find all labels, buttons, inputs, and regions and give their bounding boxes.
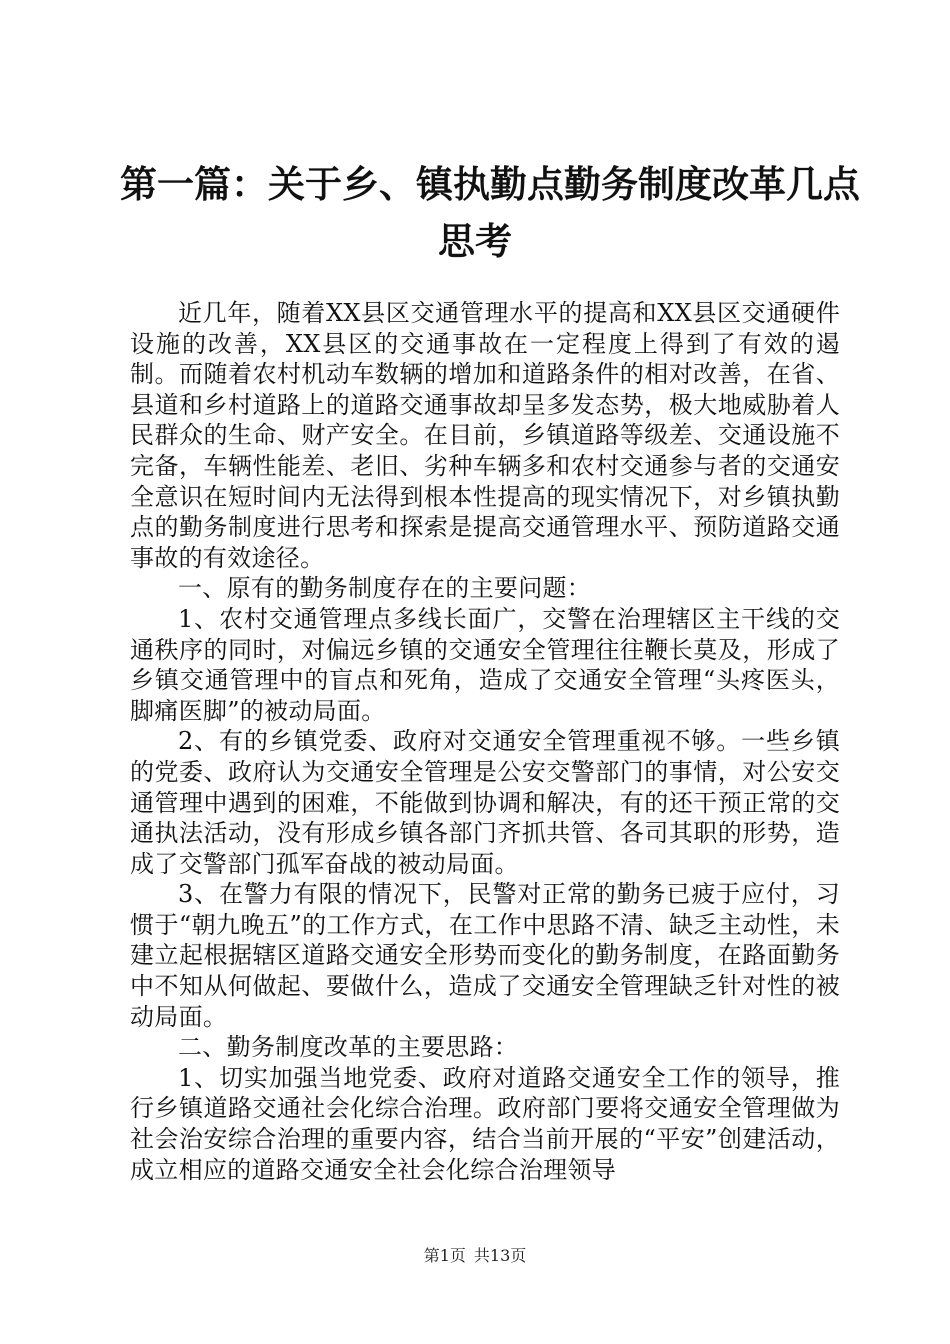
document-body: [130, 298, 840, 1185]
paragraph-problem-2: 2、有的乡镇党委、政府对交通安全管理重视不够。一些乡镇的党委、政府认为交通安全管理是公安交警部门的事情，对公安交通管理中遇到的困难，不能做到协调和解决，有的还干预正常的交通执法活动，没有形成乡镇各部门齐抓共管、各司其职的形势，造成了交警部门孤军奋战的被动局面。: [130, 727, 840, 878]
paragraph-intro: 近几年，随着XX县区交通管理水平的提高和XX县区交通硬件设施的改善，XX县区的交通事故在一定程度上得到了有效的遏制。而随着农村机动车数辆的增加和道路条件的相对改善，在省、县道和乡村道路上的道路交通事故却呈多发态势，极大地威胁着人民群众的生命、财产安全。在目前，乡镇道路等级差、交通设施不完备，车辆性能差、老旧、劣种车辆多和农村交通参与者的交通安全意识在短时间内无法得到根本性提高的现实情况下，对乡镇执勤点的勤务制度进行思考和探索是提高交通管理水平、预防道路交通事故的有效途径。: [130, 299, 840, 572]
paragraph-problem-1: 1、农村交通管理点多线长面广，交警在治理辖区主干线的交通秩序的同时，对偏远乡镇的交通安全管理往往鞭长莫及，形成了乡镇交通管理中的盲点和死角，造成了交通安全管理“头疼医头，脚痛医脚”的被动局面。: [130, 604, 840, 725]
paragraph-idea-1: 1、切实加强当地党委、政府对道路交通安全工作的领导，推行乡镇道路交通社会化综合治理。政府部门要将交通安全管理做为社会治安综合治理的重要内容，结合当前开展的“平安”创建活动，成立相应的道路交通安全社会化综合治理领导: [130, 1063, 840, 1184]
page-number: 第1页: [423, 1246, 466, 1265]
section-heading-1: 一、原有的勤务制度存在的主要问题：: [178, 574, 592, 603]
page-total: 共13页: [473, 1246, 527, 1265]
paragraph-problem-3: 3、在警力有限的情况下，民警对正常的勤务已疲于应付，习惯于“朝九晚五”的工作方式，在工作中思路不清、缺乏主动性，未建立起根据辖区道路交通安全形势而变化的勤务制度，在路面勤务中不知从何做起、要做什么，造成了交通安全管理缺乏针对性的被动局面。: [130, 880, 840, 1031]
document-title-line-1: 第一篇：关于乡、镇执勤点勤务制度改革几点: [120, 163, 860, 206]
section-heading-2: 二、勤务制度改革的主要思路：: [178, 1033, 519, 1062]
page-footer: [0, 1246, 950, 1266]
document-title-line-2: 思考: [438, 220, 512, 263]
